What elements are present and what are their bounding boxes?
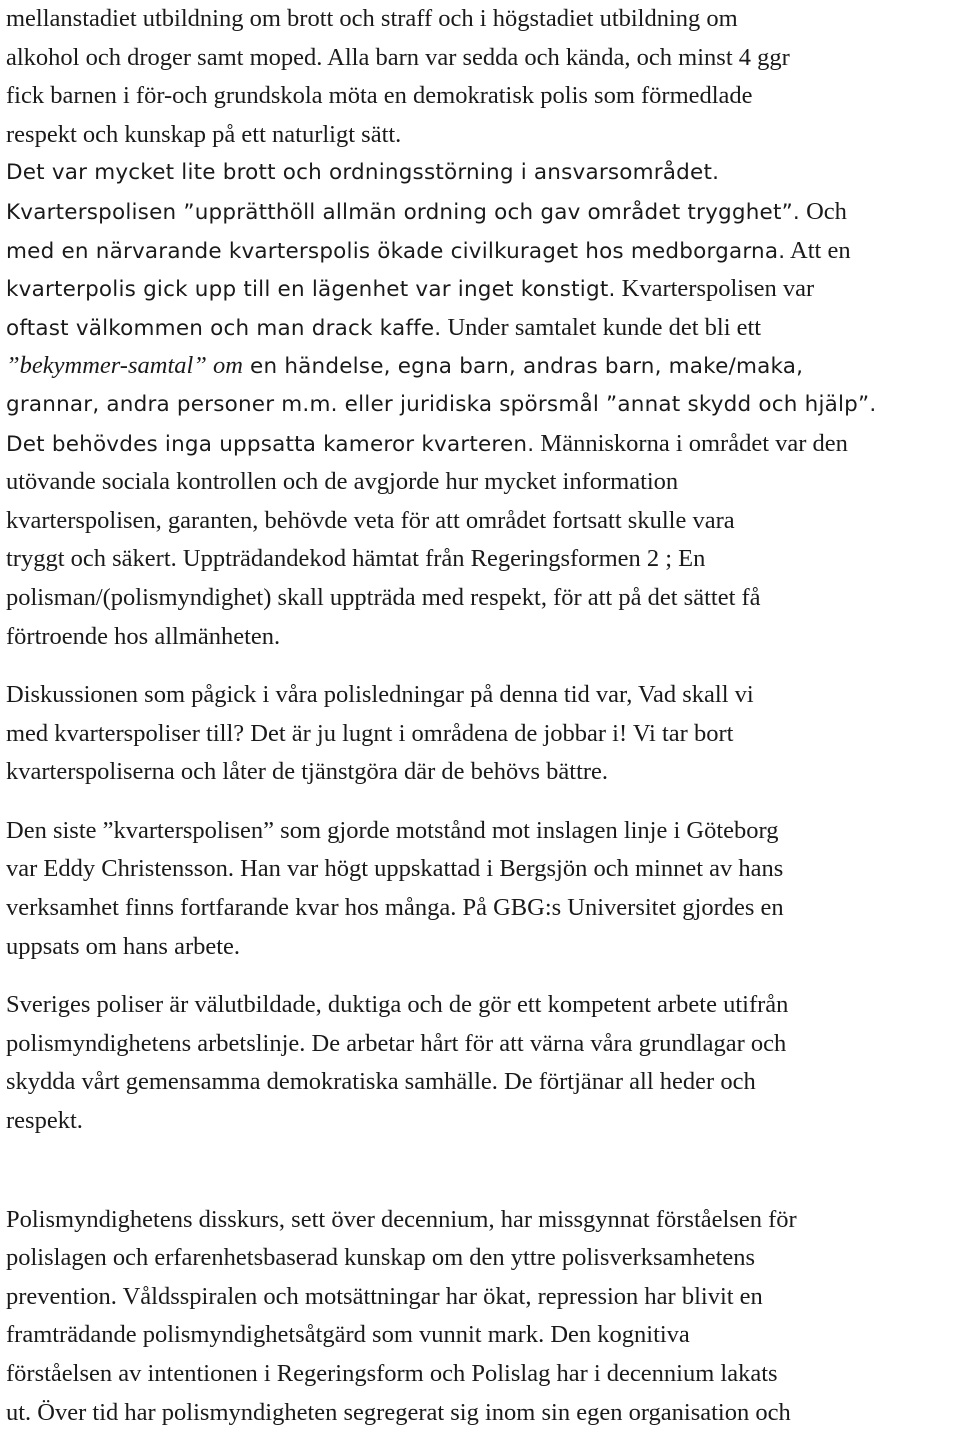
text-line: med kvarterspoliser till? Det är ju lugnt i områdena de jobbar i! Vi tar bort — [6, 719, 734, 747]
text-line: kvarterspolisen, garanten, behövde veta för att området fortsatt skulle vara — [6, 506, 735, 534]
text-line: förståelsen av intentionen i Regeringsform och Polislag har i decennium lakats — [6, 1360, 778, 1387]
text-line: prevention. Våldsspiralen och motsättningar har ökat, repression har blivit en — [6, 1282, 763, 1310]
text-line: tryggt och säkert. Uppträdandekod hämtat från Regeringsformen 2 ; En — [6, 545, 706, 573]
text-line: grannar, andra personer m.m. eller juridiska spörsmål ”annat skydd och hjälp”. — [6, 391, 877, 417]
text-run: med en närvarande kvarterspolis ökade civilkuraget hos medborgarna. — [6, 238, 786, 264]
text-line — [6, 309, 956, 348]
text-line: utövande sociala kontrollen och de avgjorde hur mycket information — [6, 468, 679, 496]
text-line: verksamhet finns fortfarande kvar hos många. På GBG:s Universitet gjordes en — [6, 894, 784, 922]
paragraph-spacer — [6, 966, 956, 986]
text-run: Människorna i området var den — [534, 429, 848, 457]
text-line — [6, 193, 956, 232]
paragraph-kvarterspolis-history — [6, 0, 956, 656]
text-line: uppsats om hans arbete. — [6, 932, 241, 960]
text-line: alkohol och droger samt moped. Alla barn var sedda och kända, och minst 4 ggr — [6, 43, 790, 71]
text-run: Kvarterspolisen ”upprätthöll allmän ordning och gav området trygghet”. — [6, 199, 800, 225]
text-line — [6, 232, 956, 271]
text-line: Den siste ”kvarterspolisen” som gjorde motstånd mot inslagen linje i Göteborg — [6, 816, 779, 844]
text-line: polislagen och erfarenhetsbaserad kunskap om den yttre polisverksamhetens — [6, 1244, 756, 1272]
paragraph-spacer — [6, 792, 956, 812]
text-run: Under samtalet kunde det bli ett — [441, 313, 762, 341]
text-run: Det behövdes inga uppsatta kameror kvarteren. — [6, 431, 535, 457]
text-line: Polismyndighetens disskurs, sett över decennium, har missgynnat förståelsen för — [6, 1205, 797, 1233]
paragraph-spacer — [6, 656, 956, 676]
text-run: oftast välkommen och man drack kaffe. — [6, 315, 442, 341]
text-line — [6, 425, 956, 464]
text-line — [6, 270, 956, 309]
text-run: Att en — [785, 236, 851, 264]
paragraph-spacer — [6, 1141, 956, 1201]
text-line: respekt och kunskap på ett naturligt sätt. — [6, 120, 402, 148]
text-line: Diskussionen som pågick i våra polisledningar på denna tid var, Vad skall vi — [6, 681, 754, 709]
paragraph-last-kvarterspolis — [6, 812, 956, 966]
text-line: framträdande polismyndighetsåtgärd som vunnit mark. Den kognitiva — [6, 1321, 690, 1349]
text-line: respekt. — [6, 1107, 83, 1135]
document-page — [6, 0, 956, 1432]
text-line: polisman/(polismyndighet) skall uppträda med respekt, för att på det sättet få — [6, 583, 761, 611]
text-line: Det var mycket lite brott och ordningsstörning i ansvarsområdet. — [6, 160, 720, 186]
text-line: var Eddy Christensson. Han var högt uppskattad i Bergsjön och minnet av hans — [6, 855, 784, 883]
text-line: fick barnen i för-och grundskola möta en demokratisk polis som förmedlade — [6, 82, 753, 110]
text-run: Och — [799, 197, 847, 225]
paragraph-leadership-discussion — [6, 676, 956, 792]
text-line: polismyndighetens arbetslinje. De arbetar hårt för att värna våra grundlagar och — [6, 1029, 787, 1057]
text-line — [6, 347, 956, 386]
text-line: Sveriges poliser är välutbildade, duktiga och de gör ett kompetent arbete utifrån — [6, 991, 789, 1019]
text-line: kvarterspoliserna och låter de tjänstgöra där de behövs bättre. — [6, 758, 609, 786]
text-run: en händelse, egna barn, andras barn, make/maka, — [243, 354, 804, 380]
text-line: mellanstadiet utbildning om brott och straff och i högstadiet utbildning om — [6, 5, 738, 32]
text-run: kvarterpolis gick upp till en lägenhet var inget konstigt. — [6, 277, 616, 303]
text-line: skydda vårt gemensamma demokratiska samhälle. De förtjänar all heder och — [6, 1068, 756, 1096]
paragraph-swedish-police — [6, 986, 956, 1140]
text-run-italic: ”bekymmer-samtal” om — [6, 352, 243, 380]
text-line: ut. Över tid har polismyndigheten segregerat sig inom sin egen organisation och — [6, 1398, 791, 1426]
text-line: förtroende hos allmänheten. — [6, 622, 281, 650]
paragraph-police-discourse — [6, 1201, 956, 1433]
text-run: Kvarterspolisen var — [615, 275, 815, 303]
